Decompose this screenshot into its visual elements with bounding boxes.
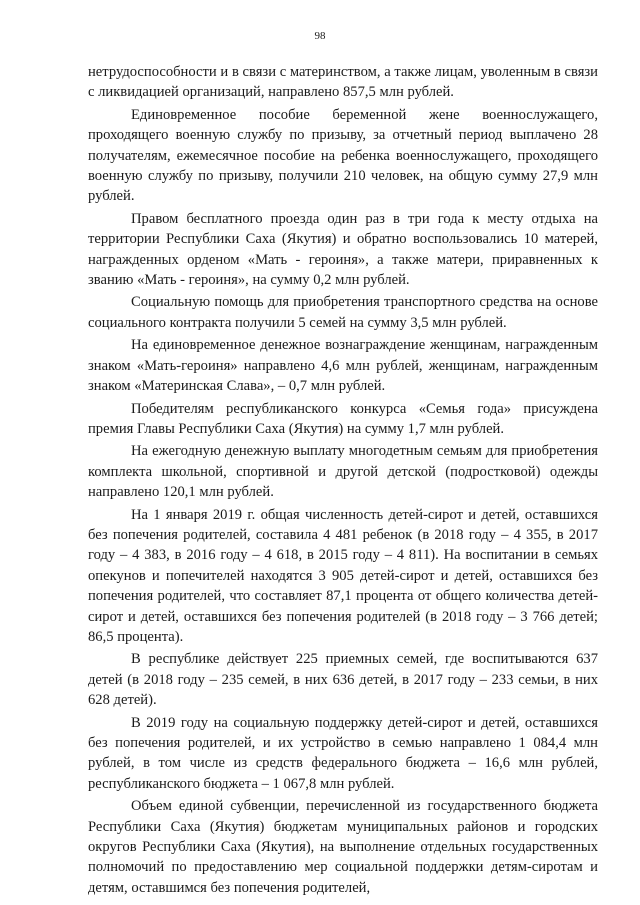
paragraph-orphans-funding: В 2019 году на социальную поддержку детей-сирот и детей, оставшихся без попечения родителей, и их устройство в семью направлено 1 084,4 млн рублей, в том числе из средств федерального бюджета – 16,6 млн рублей, республиканского бюджета – 1 067,8 млн рублей. [88,714,598,792]
paragraph-continuation: нетрудоспособности и в связи с материнством, а также лицам, уволенным в связи с ликвидацией организаций, направлено 857,5 млн рублей. [88,64,598,101]
paragraph-pregnant-wife-benefit: Единовременное пособие беременной жене военнослужащего, проходящего военную службу по призыву, за отчетный период выплачено 28 получателям, ежемесячное пособие на ребенка военнослужащего, проходящего военную службу по призыву, получили 210 человек, на общую сумму 27,9 млн рублей. [88,106,598,205]
page-number: 98 [314,30,326,42]
paragraph-foster-families: В республике действует 225 приемных семей, где воспитываются 637 детей (в 2018 году – 235 семей, в них 636 детей, в 2017 году – 233 семьи, в них 628 детей). [88,651,598,709]
paragraph-transport-aid: Социальную помощь для приобретения транспортного средства на основе социального контракта получили 5 семей на сумму 3,5 млн рублей. [88,294,598,331]
paragraph-mother-heroine-award: На единовременное денежное вознаграждение женщинам, награжденным знаком «Мать-героиня» направлено 4,6 млн рублей, женщинам, награжденным знаком «Материнская Слава», – 0,7 млн рублей. [88,337,598,395]
paragraph-large-family-payment: На ежегодную денежную выплату многодетным семьям для приобретения комплекта школьной, спортивной и другой детской (подростковой) одежды направлено 120,1 млн рублей. [88,443,598,501]
paragraph-subvention: Объем единой субвенции, перечисленной из государственного бюджета Республики Саха (Якутия) бюджетам муниципальных районов и городских округов Республики Саха (Якутия), на выполнение отдельных государственных полномочий по предоставлению мер социальной поддержки детям-сиротам и детям, оставшимся без попечения родителей, [88,798,598,896]
paragraph-orphans-count: На 1 января 2019 г. общая численность детей-сирот и детей, оставшихся без попечения родителей, составила 4 481 ребенок (в 2018 году – 4 355, в 2017 году – 4 383, в 2016 году – 4 618, в 2015 году – 4 811). На воспитании в семьях опекунов и попечителей находятся 3 905 детей-сирот и детей, оставшихся без попечения родителей, что составляет 87,1 процента от общего количества детей-сирот и детей, оставшихся без попечения родителей (в 2018 году – 3 766 детей; 86,5 процента). [88,506,598,645]
document-body [88,62,598,900]
paragraph-family-of-year: Победителям республиканского конкурса «Семья года» присуждена премия Главы Республики Саха (Якутия) на сумму 1,7 млн рублей. [88,400,598,437]
paragraph-free-travel: Правом бесплатного проезда один раз в три года к месту отдыха на территории Республики Саха (Якутия) и обратно воспользовались 10 матерей, награжденных орденом «Мать - героиня», а также матери, приравненных к званию «Мать - героиня», на сумму 0,2 млн рублей. [88,210,598,289]
